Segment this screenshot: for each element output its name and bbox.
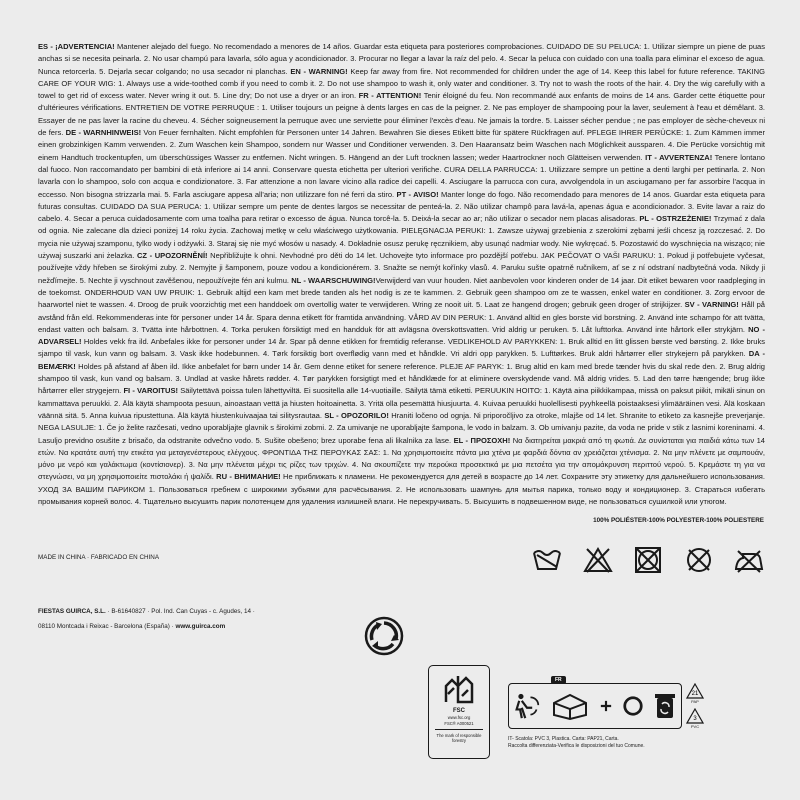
warning-body: Holdes vekk fra ild. Anbefales ikke for personer under 14 år. Spar på denne etikken for fremtidig referanse. VEDLIKEHOLD AV PARYKKEN: 1. Bruk alltid en litt glissen børste ved børsting. 2. Ikke bruks sjampo til vask, kun vann og balsam. 3. Vask ikke hodebunnen. 4. Tørk forsiktig bort overflødig vann med et håndkle. Vri aldri opp parykken. 5. Lufttørkes. Bruk aldri hårtørrer eller strykejern på parykken. xyxy=(38,337,765,359)
resin-number-pvc: 3 xyxy=(693,716,697,722)
resin-code-label-pvc: PVC xyxy=(690,724,700,729)
care-symbols xyxy=(531,542,765,578)
warning-body: Hraniti ločeno od ognja. Ni priporočljivo za otroke, mlajše od 14 let. Shranite to etiketo za kasnejše preverjanje. NEGA LASULJE: 1. Če jo želite razčesati, vedno uporabljajte glavnik s širokimi zobmi. 2. Za umivanje ne uporabljajte šampona, le vodo in balzam. 3. Ob umivanju pazite, da voda ne pride v stik z lasnimi koreninami. 4. Lasuljo previdno osušite z brisačo, da odstranite odvečno vodo. 5. Sušite obešeno; brez uporabe fena ali likalnika za lase. xyxy=(38,410,765,445)
warning-body: Håll på avstånd från eld. Rekommenderas inte för personer under 14 år. Spara denna etikett för framtida användning. VÅRD AV DIN PERUK: 1. Använd alltid en gles borste vid borstning. 2. Använd inte schampo för att tvätta, endast vatten och balsam. 3. Tvätta inte hårbottnen. 4. Torka peruken försiktigt med en handduk för att avlägsna överskottsvatten. Vrid aldrig ur peruken. 5. Låt lufttorka. Använd inte hårtork eller strykjärn. xyxy=(38,300,766,334)
warning-heading: EL - ΠΡΟΣΟΧΗ! xyxy=(453,435,511,445)
wash-icon xyxy=(531,545,563,575)
warning-heading: NL - WAARSCHUWING! xyxy=(291,275,376,285)
fsc-site: www.fsc.org xyxy=(447,715,471,720)
multilingual-warning-text xyxy=(38,41,765,508)
warning-heading: PL - OSTRZEŻENIE! xyxy=(639,214,712,224)
no-bleach-icon xyxy=(582,545,614,575)
company-name: FIESTAS GUIRCA, S.L. xyxy=(38,608,106,615)
warning-heading: EN - WARNING! xyxy=(290,66,348,76)
fsc-label: FSC xyxy=(453,708,465,714)
warning-body: Mantener alejado del fuego. No recomendado a menores de 14 años. Guardar esta etiqueta para posteriores comprobaciones. CUIDADO DE SU PELUCA: 1. Utilizar siempre un piene de puas anchas si se necesita peinarla. 2. No usar champú para lavarla, sólo agua y acondicionador. 3. Procurar no llegar a lavar la raíz del pelo. 4. Secar la peluca con cuidado con una toalla para eliminar el exceso de agua. Nunca retorcerla. 5. Dejarla secar colgando; no usa secador ni planchas. xyxy=(38,42,765,76)
warning-heading: FI - VAROITUS! xyxy=(123,386,178,396)
italian-recycling-note xyxy=(508,736,645,750)
yellow-bin-icon xyxy=(654,692,676,720)
plus-icon xyxy=(600,700,612,712)
warning-body: Tenir éloigné du feu. Non recommandé aux enfants de moins de 14 ans. Garder cette étiquette pour d'ultérieures vérifications. ENTRETIEN DE VOTRE PERRUQUE : 1. Utiliser toujours un peigne à dents larges en cas de la peigner. 2. Ne pas employer de shampooing pour la laver, seulement à l'eau et démêlant. 3. Essayer de ne pas laver la racine du cheveu. 4. Sécher soigneusement la perruque avec une serviette pour éliminer l'excès d'eau. Ne jamais la tordre. 5. Laisser sécher pendue ; ne pas employer de sèche-cheveux ni de fers. xyxy=(38,91,765,138)
composition-label: 100% POLIÉSTER-100% POLYESTER-100% POLIESTERE xyxy=(593,517,764,524)
fr-country-tag: FR xyxy=(551,676,566,684)
warning-body: Säilytettävä poissa tulen lähettyviltä. Ei suositella alle 14-vuotiaille. Säilytä tämä etiketti. PERUUKIN HOITO: 1. Käytä aina piikkikampaa, missä on paksut piikit, mikäli sinun on kammattava peruukki. 2. Älä käytä shampoota pesuun, ainoastaan vettä ja hiusten hoitoainetta. 3. Yritä olla pesemättä hiusjuurta. 4. Kuivaa peruukki huolellisesti pyyhkeellä poistaaksesi ylimääräinen vesi. Älä koskaan väännä sitä. 5. Anna kuivua ripustettuna. Älä käytä hiustenkuivaajaa tai silitysrautaa. xyxy=(38,386,765,420)
resin-code-label-pap: PAP xyxy=(691,699,699,704)
no-iron-icon xyxy=(733,545,765,575)
warning-heading: DE - WARNHINWEIS! xyxy=(65,128,142,138)
warning-heading: PT - AVISO! xyxy=(396,189,439,199)
company-address-line2: 08110 Montcada i Reixac - Barcelona (España) · xyxy=(38,623,176,630)
fsc-tree-icon xyxy=(442,672,476,706)
plastic-window-icon xyxy=(622,695,644,717)
warning-heading: CZ - UPOZORNĚNÍ! xyxy=(136,251,208,261)
warning-body: Keep far away from fire. Not recommended for children under the age of 14. Keep this label for future reference. TAKING CARE OF YOUR WIG: 1. Always use a wide-toothed comb if you need to comb it. 2. Do not use shampoo to wash it, only water and conditioner. 3. Try not to wash the roots of the hair. 4. Dry the wig carefully with a towel to get rid of excess water. Never wring it out. 5. Line dry; Do not use a dryer or an iron. xyxy=(38,66,765,101)
it-note-line2: Raccolta differenziata-Verifica le disposizioni del tuo Comune. xyxy=(508,743,645,749)
no-tumble-dry-icon xyxy=(632,545,664,575)
company-website: www.guirca.com xyxy=(175,623,226,630)
fsc-license: FSC® A000521 xyxy=(444,721,474,726)
warning-heading: SL - OPOZORILO! xyxy=(324,410,389,420)
triman-icon xyxy=(514,692,540,720)
warning-body: Να διατηρείται μακριά από τη φωτιά. Δε συνίσταται για παιδιά κάτω των 14 ετών. Να κρατάτε αυτή την ετικέτα για μεταγενέστερους ελέγχους. ΦΡΟΝΤΙΔΑ ΤΗΣ ΠΕΡΟΥΚΑΣ ΣΑΣ: 1. Να χρησιμοποιείτε πάντα μια χτένα με φαρδιά δόντια αν χρειάζεται χτένισμα. 2. Να μην πλένετε με σαμπουάν, μόνο με νερό και γαλάκτωμα (κοντίσιονερ). 3. Να μην πλένεται μέχρι τις ρίζες των τριχών. 4. Να σκουπίζετε την περούκα προσεκτικά με μια πετσέτα για την απομάκρυνση περιττού νερού. 5. Κρεμάστε τη για να στεγνώσει, να μη χρησιμοποιείτε πιστολάκι ή ψαλίδι. xyxy=(38,435,765,482)
warning-heading: FR - ATTENTION! xyxy=(358,91,422,101)
warning-body: Holdes på afstand af åben ild. Ikke anbefalet for børn under 14 år. Gem denne etiket for senere reference. PLEJE AF PARYK: 1. Brug altid en kam med brede tænder hvis du skal rede den. 2. Brug aldrig shampoo til vask, kun vand og balsam. 3. Undlad at vaske hårets rødder. 4. Tør parykken forsigtigt med et håndklæde for at eliminere overskydende vand. Må aldrig vrides. 5. Lad den tørre hængende; brug ikke hårtørrer eller strygejern. xyxy=(38,361,765,396)
warning-body: Nepřibližujte k ohni. Nevhodné pro děti do 14 let. Uchovejte tyto informace pro pozdější potřebu. JAK PEČOVAT O VAŠI PARUKU: 1. Pokud ji potřebujete vyčesat, používejte vždy hřeben se širokými zuby. 2. Nemyjte ji šamponem, pouze vodou a kondicionérem. 3. Snažte se nemýt kořínky vlasů. 4. Paruku sušte opatrně ručníkem, ať se z ní odstraní nadbytečná voda. Nikdy ji nežďímejte. 5. Nechte ji vyschnout zavěšenou, nepoužívejte fén ani kulmu. xyxy=(38,251,765,285)
made-in-label: MADE IN CHINA · FABRICADO EN CHINA xyxy=(38,554,160,561)
warning-heading: DA - BEMÆRK! xyxy=(38,349,765,371)
warning-body: Trzymać z dala od ognia. Nie zalecane dla dzieci poniżej 14 roku życia. Zachowaj metkę w celu właściwego użytkowania. PIELĘGNACJA PERUKI: 1. Zawsze używaj grzebienia z szerokimi zębami jeśli chcesz ją rozczesać. 2. Do mycia nie używaj szamponu, tylko wody i odżywki. 3. Staraj się nie myć włosów u nasady. 4. Dokładnie osusz perukę ręcznikiem, aby usunąć nadmiar wody. Nie wykręcać. 5. Pozostawić do wyschnięcia na wisząco; nie używaj suszarki ani żelazka. xyxy=(38,214,766,261)
warning-body: Verwijderd van vuur houden. Niet aanbevolen voor kinderen onder de 14 jaar. Dit etiket bewaren voor raadpleging in de toekomst. ONDERHOUD VAN UW PRUIK: 1. Gebruik altijd een kam met brede tanden als het nodig is ze te kammen. 2. Gebruik geen shampoo om ze te wassen, enkel water en conditioner. 3. Zorg ervoor de haarwortel niet te wassen. 4. Droog de pruik voorzichtig met een handdoek om overtollig water te verwijderen. Wring ze nooit uit. 5. Laat ze hangend drogen; gebruik geen droger of strijkijzer. xyxy=(38,275,766,310)
warning-heading: SV - VARNING! xyxy=(684,300,739,310)
fsc-tagline: The mark of responsible forestry xyxy=(436,733,482,743)
warning-body: Tenere lontano dal fuoco. Non raccomandato per bambini di età inferiore ai 14 anni. Conservare questa etichetta per ulteriori verifiche. CURA DELLA PARRUCCA: 1. Utilizzare sempre un pettine a denti larghi per pettinarla. 2. Non lavarla con lo shampoo, solo con acqua e condizionatore. 3. Far attenzione a non lavare vicino alla radice dei capelli. 4. Asciugare la parrucca con cura, avvolgendola in un asciugamano per far assorbire l'acqua in eccesso. Non bisogna strizzarla mai. 5. Farla asciugare appesa all'aria; non utilizzare fon né ferri da stiro. xyxy=(38,152,765,199)
recycle-icon xyxy=(364,616,404,656)
resin-code-pvc xyxy=(686,708,704,728)
recycling-instructions-box xyxy=(508,683,682,729)
fsc-certification-mark xyxy=(428,665,490,759)
resin-triangle-icon xyxy=(686,683,704,699)
warning-heading: IT - AVVERTENZA! xyxy=(645,152,713,162)
it-note-line1: IT- Scatola: PVC 3, Plastica. Carta: PAP21, Carta. xyxy=(508,736,619,742)
warning-heading: NO - ADVARSEL! xyxy=(38,324,765,347)
warning-body: Von Feuer fernhalten. Nicht empfohlen für Personen unter 14 Jahren. Bewahren Sie dieses Etikett bitte für spätere Rückfragen auf. PFLEGE IHRER PERÜCKE: 1. Zum Kämmen immer einen grobzinkigen Kamm verwenden. 2. Zum Waschen kein Shampoo, sondern nur Wasser und Conditioner verwenden. 3. Den Haaransatz beim Waschen nach Möglichkeit aussparen. 4. Die Perücke vorsichtig mit einem Handtuch trockentupfen, um überschüssiges Wasser zu entfernen. Nicht wringen. 5. Hängend an der Luft trocknen lassen; weder Haartrockner noch Glätteisen verwenden. xyxy=(38,128,766,162)
box-packaging-icon xyxy=(550,691,590,721)
company-address-line1: · B-61640827 · Pol. Ind. Can Cuyas - c. Agudes, 14 · xyxy=(105,608,255,615)
resin-number-pap: 21 xyxy=(691,691,699,697)
resin-triangle-icon xyxy=(686,708,704,724)
warning-heading: ES - ¡ADVERTENCIA! xyxy=(38,42,115,51)
resin-code-pap xyxy=(686,683,704,703)
warning-body: Manter longe do fogo. Não recomendado para menores de 14 anos. Guardar esta etiqueta para futuras consultas. CUIDADO DA SUA PERUCA: 1. Utilizar sempre um pente de dentes largos se necessitar de penteá-la. 2. Não utilizar champô para lavá-la, apenas água e acondicionador. 3. Evite lavar a raiz do cabelo. 4. Secar a peruca cuidadosamente com uma toalha para retirar o excesso de água. Nunca torcê-la. 5. Deixá-la secar ao ar; não utilizar o secador nem placas alisadoras. xyxy=(38,189,765,224)
warning-body: Не приближать к пламени. Не рекомендуется для детей в возрасте до 14 лет. Сохраните эту этикетку для дальнейшего использования. УХОД ЗА ВАШИМ ПАРИКОМ 1. Пользоваться гребнем с широкими зубьями для расчёсывания. 2. Не использовать шампунь для мытья парика, только воду и кондиционер. 3. Стараться избегать промывания корней волос. 4. Тщательно высушить парик полотенцем для удаления излишней влаги. Не перекручивать. 5. Высушить в подвешенном виде, не пользоваться сушилкой или утюгом. xyxy=(38,472,765,506)
no-dryclean-icon xyxy=(683,545,715,575)
company-address xyxy=(38,604,255,634)
warning-heading: RU - ВНИМАНИЕ! xyxy=(216,472,281,482)
